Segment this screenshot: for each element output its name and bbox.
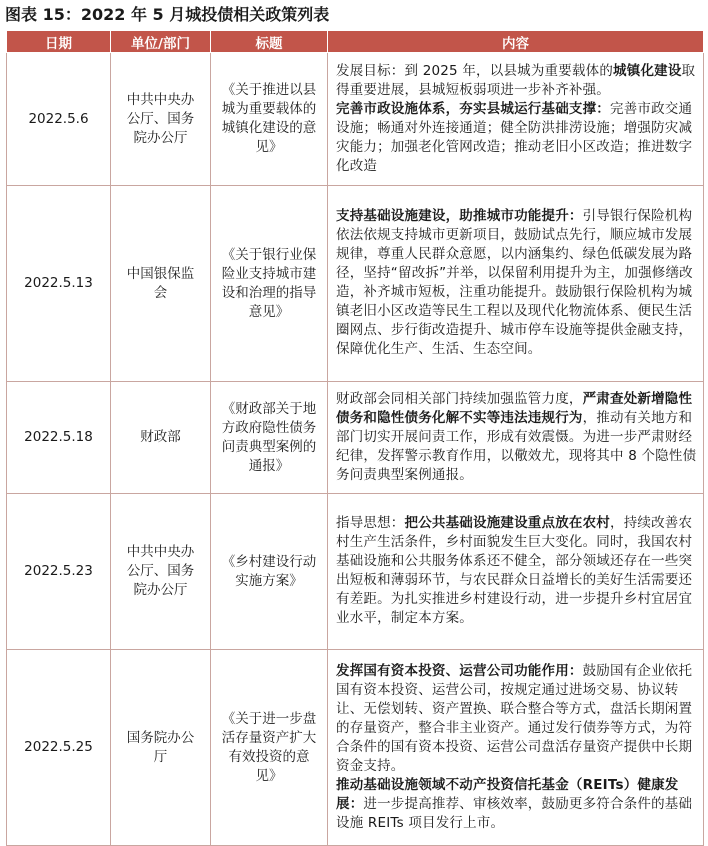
cell-date: 2022.5.23 bbox=[7, 494, 111, 650]
policy-table bbox=[6, 30, 704, 846]
content-paragraph bbox=[336, 514, 697, 628]
table-row bbox=[7, 186, 704, 382]
content-emphasis: 城镇化建设 bbox=[613, 62, 682, 79]
content-text: 财政部会同相关部门持续加强监管力度， bbox=[336, 390, 583, 407]
cell-title: 《关于进一步盘活存量资产扩大有效投资的意见》 bbox=[211, 650, 328, 846]
cell-dept: 中共中央办公厅、国务院办公厅 bbox=[111, 53, 211, 186]
content-paragraph bbox=[336, 776, 697, 833]
cell-date: 2022.5.18 bbox=[7, 382, 111, 494]
table-row bbox=[7, 650, 704, 846]
content-emphasis: 推动基础设施领域不动产投资信托基金（REITs）健康发展： bbox=[336, 776, 679, 812]
cell-content bbox=[328, 53, 704, 186]
header-content: 内容 bbox=[328, 31, 704, 53]
content-text: 取得重要进展，县城短板弱项进一步补齐补强。 bbox=[336, 62, 696, 98]
cell-date: 2022.5.25 bbox=[7, 650, 111, 846]
table-row bbox=[7, 494, 704, 650]
cell-content bbox=[328, 494, 704, 650]
content-emphasis: 完善市政设施体系，夯实县城运行基础支撑： bbox=[336, 100, 610, 117]
content-text: 进一步提高推荐、审核效率，鼓励更多符合条件的基础设施 REITs 项目发行上市。 bbox=[336, 795, 693, 831]
cell-dept: 中国银保监会 bbox=[111, 186, 211, 382]
content-paragraph bbox=[336, 662, 697, 776]
table-header-row bbox=[7, 31, 704, 53]
content-emphasis: 把公共基础设施建设重点放在农村 bbox=[404, 515, 610, 531]
cell-dept: 中共中央办公厅、国务院办公厅 bbox=[111, 494, 211, 650]
content-text: 引导银行保险机构依法依规支持城市更新项目，鼓励试点先行，顺应城市发展规律，尊重人民群众意愿，以内涵集约、绿色低碳发展为路径，坚持“留改拆”并举，以保留利用提升为主，加强修缮改造，补齐城市短板，注重功能提升。鼓励银行保险机构为城镇老旧小区改造等民生工程以及现代化物流体系、便民生活圈网点、步行街改造提升、城市停车设施等提供金融支持，保障优化生产、生活、生态空间。 bbox=[336, 208, 693, 357]
content-paragraph bbox=[336, 62, 697, 100]
cell-dept: 财政部 bbox=[111, 382, 211, 494]
content-paragraph bbox=[336, 390, 697, 485]
cell-content bbox=[328, 650, 704, 846]
content-emphasis: 支持基础设施建设，助推城市功能提升： bbox=[336, 208, 583, 224]
content-text: 鼓励国有企业依托国有资本投资、运营公司，按规定通过进场交易、协议转让、无偿划转、资产置换、联合整合等方式，盘活长期闲置的存量资产，整合非主业资产。通过发行债券等方式，为符合条件的国有资本投资、运营公司盘活存量资产提供中长期资金支持。 bbox=[336, 662, 693, 774]
cell-title: 《关于银行业保险业支持城市建设和治理的指导意见》 bbox=[211, 186, 328, 382]
table-row bbox=[7, 382, 704, 494]
cell-content bbox=[328, 186, 704, 382]
content-paragraph bbox=[336, 100, 697, 176]
header-title: 标题 bbox=[211, 31, 328, 53]
cell-content bbox=[328, 382, 704, 494]
content-text: 发展目标：到 2025 年，以县城为重要载体的 bbox=[336, 62, 614, 79]
content-text: ，推动有关地方和部门切实开展问责工作，形成有效震慑。为进一步严肃财经纪律，发挥警示教育作用，以儆效尤，现将其中 8 个隐性债务问责典型案例通报。 bbox=[336, 409, 697, 483]
content-emphasis: 发挥国有资本投资、运营公司功能作用： bbox=[336, 662, 583, 679]
cell-title: 《乡村建设行动实施方案》 bbox=[211, 494, 328, 650]
content-emphasis: 严肃查处新增隐性债务和隐性债务化解不实等违法违规行为 bbox=[336, 390, 693, 426]
table-row bbox=[7, 53, 704, 186]
cell-date: 2022.5.13 bbox=[7, 186, 111, 382]
cell-title: 《关于推进以县城为重要载体的城镇化建设的意见》 bbox=[211, 53, 328, 186]
content-paragraph bbox=[336, 207, 697, 359]
content-text: 指导思想： bbox=[336, 515, 405, 531]
figure-title: 图表 15：2022 年 5 月城投债相关政策列表 bbox=[5, 5, 330, 24]
cell-date: 2022.5.6 bbox=[7, 53, 111, 186]
header-dept: 单位/部门 bbox=[111, 31, 211, 53]
cell-dept: 国务院办公厅 bbox=[111, 650, 211, 846]
header-date: 日期 bbox=[7, 31, 111, 53]
content-text: 完善市政交通设施；畅通对外连接通道；健全防洪排涝设施；增强防灾减灾能力；加强老化管网改造；推动老旧小区改造；推进数字化改造 bbox=[336, 100, 693, 174]
content-text: ，持续改善农村生产生活条件，乡村面貌发生巨大变化。同时，我国农村基础设施和公共服务体系还不健全，部分领域还存在一些突出短板和薄弱环节，与农民群众日益增长的美好生活需要还有差距。为扎实推进乡村建设行动，进一步提升乡村宜居宜业水平，制定本方案。 bbox=[336, 515, 693, 626]
cell-title: 《财政部关于地方政府隐性债务问责典型案例的通报》 bbox=[211, 382, 328, 494]
